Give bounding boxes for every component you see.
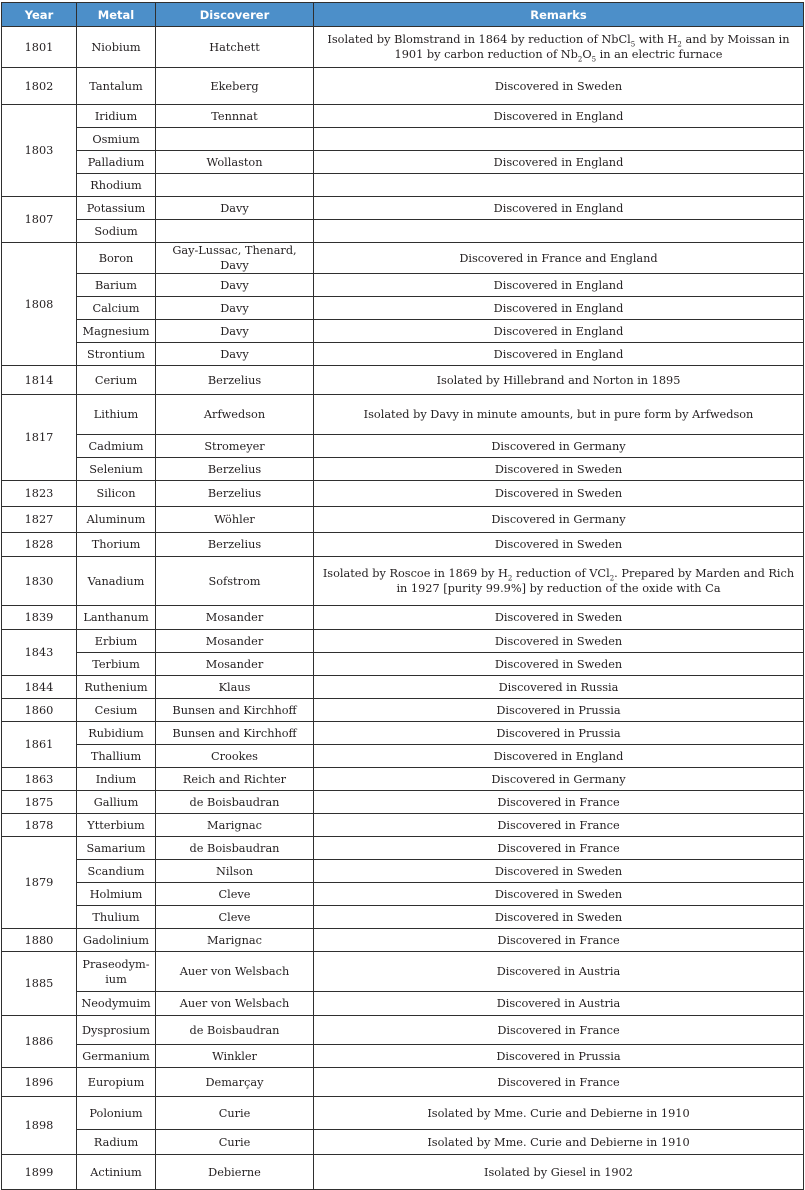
cell-metal: Samarium xyxy=(77,837,156,860)
cell-metal: Ytterbium xyxy=(77,814,156,837)
cell-metal: Rubidium xyxy=(77,722,156,745)
cell-metal: Iridium xyxy=(77,105,156,128)
cell-metal: Barium xyxy=(77,274,156,297)
cell-metal: Selenium xyxy=(77,458,156,481)
metal-discovery-table-container xyxy=(1,2,804,1190)
cell-metal: Magnesium xyxy=(77,320,156,343)
cell-year: 1880 xyxy=(2,929,77,952)
cell-remarks: Discovered in Prussia xyxy=(314,1045,804,1068)
cell-year: 1808 xyxy=(2,243,77,366)
cell-discoverer: Berzelius xyxy=(156,366,314,395)
cell-metal: Terbium xyxy=(77,653,156,676)
cell-discoverer: Davy xyxy=(156,343,314,366)
cell-remarks: Discovered in Austria xyxy=(314,952,804,992)
cell-remarks: Discovered in Austria xyxy=(314,992,804,1016)
cell-discoverer: Crookes xyxy=(156,745,314,768)
cell-discoverer: Demarçay xyxy=(156,1068,314,1097)
cell-discoverer: Sofstrom xyxy=(156,557,314,606)
table-row xyxy=(2,992,804,1016)
cell-discoverer: Hatchett xyxy=(156,27,314,68)
table-row xyxy=(2,320,804,343)
cell-metal: Silicon xyxy=(77,481,156,507)
table-row xyxy=(2,929,804,952)
table-row xyxy=(2,220,804,243)
cell-year: 1843 xyxy=(2,630,77,676)
cell-year: 1803 xyxy=(2,105,77,197)
cell-discoverer: Marignac xyxy=(156,929,314,952)
cell-discoverer: Tennnat xyxy=(156,105,314,128)
cell-remarks: Isolated by Hillebrand and Norton in 1895 xyxy=(314,366,804,395)
cell-remarks: Discovered in Sweden xyxy=(314,906,804,929)
table-row xyxy=(2,699,804,722)
table-row xyxy=(2,243,804,274)
table-row xyxy=(2,557,804,606)
cell-remarks: Discovered in Germany xyxy=(314,768,804,791)
table-row xyxy=(2,197,804,220)
cell-year: 1839 xyxy=(2,606,77,630)
table-row xyxy=(2,274,804,297)
cell-metal: Palladium xyxy=(77,151,156,174)
cell-year: 1885 xyxy=(2,952,77,1016)
cell-metal: Lithium xyxy=(77,395,156,435)
cell-remarks xyxy=(314,128,804,151)
table-row xyxy=(2,676,804,699)
cell-discoverer: Mosander xyxy=(156,606,314,630)
table-row xyxy=(2,1045,804,1068)
cell-year: 1863 xyxy=(2,768,77,791)
cell-remarks: Isolated by Mme. Curie and Debierne in 1910 xyxy=(314,1130,804,1155)
table-row xyxy=(2,952,804,992)
cell-metal: Dysprosium xyxy=(77,1016,156,1045)
table-row xyxy=(2,1155,804,1190)
cell-remarks xyxy=(314,174,804,197)
cell-metal: Polonium xyxy=(77,1097,156,1130)
cell-remarks: Discovered in France xyxy=(314,1016,804,1045)
cell-discoverer xyxy=(156,174,314,197)
cell-year: 1896 xyxy=(2,1068,77,1097)
cell-year: 1844 xyxy=(2,676,77,699)
cell-remarks: Discovered in Prussia xyxy=(314,722,804,745)
table-row xyxy=(2,151,804,174)
table-row xyxy=(2,1130,804,1155)
cell-discoverer: Davy xyxy=(156,297,314,320)
cell-year: 1875 xyxy=(2,791,77,814)
cell-remarks: Discovered in England xyxy=(314,197,804,220)
cell-remarks: Discovered in England xyxy=(314,274,804,297)
table-row xyxy=(2,27,804,68)
table-row xyxy=(2,722,804,745)
cell-discoverer: Davy xyxy=(156,274,314,297)
table-row xyxy=(2,395,804,435)
cell-remarks: Discovered in France and England xyxy=(314,243,804,274)
cell-discoverer: Curie xyxy=(156,1130,314,1155)
table-body xyxy=(2,27,804,1190)
cell-metal: Aluminum xyxy=(77,507,156,533)
table-row xyxy=(2,745,804,768)
cell-metal: Thallium xyxy=(77,745,156,768)
cell-discoverer: Cleve xyxy=(156,906,314,929)
cell-year: 1814 xyxy=(2,366,77,395)
cell-metal: Osmium xyxy=(77,128,156,151)
cell-discoverer: Klaus xyxy=(156,676,314,699)
cell-year: 1802 xyxy=(2,68,77,105)
cell-metal: Rhodium xyxy=(77,174,156,197)
table-row xyxy=(2,1068,804,1097)
table-row xyxy=(2,174,804,197)
table-row xyxy=(2,105,804,128)
table-row xyxy=(2,837,804,860)
cell-discoverer: Reich and Richter xyxy=(156,768,314,791)
cell-remarks: Discovered in France xyxy=(314,929,804,952)
cell-remarks: Discovered in Germany xyxy=(314,507,804,533)
cell-remarks: Discovered in France xyxy=(314,1068,804,1097)
cell-metal: Holmium xyxy=(77,883,156,906)
cell-year: 1827 xyxy=(2,507,77,533)
cell-remarks: Discovered in England xyxy=(314,320,804,343)
cell-remarks: Isolated by Blomstrand in 1864 by reduction of NbCl$_5$ with $H_2$ and by Moissan in 1901 by carbon reduction of $Nb_2O_5$ in an electric furnace xyxy=(314,27,804,68)
cell-metal: Gallium xyxy=(77,791,156,814)
cell-discoverer xyxy=(156,220,314,243)
cell-discoverer: Berzelius xyxy=(156,481,314,507)
cell-discoverer: Marignac xyxy=(156,814,314,837)
cell-remarks xyxy=(314,220,804,243)
table-row xyxy=(2,533,804,557)
table-row xyxy=(2,814,804,837)
cell-year: 1807 xyxy=(2,197,77,243)
cell-metal: Calcium xyxy=(77,297,156,320)
cell-year: 1899 xyxy=(2,1155,77,1190)
table-row xyxy=(2,343,804,366)
cell-metal: Erbium xyxy=(77,630,156,653)
cell-metal: Cerium xyxy=(77,366,156,395)
header-remarks[interactable]: Remarks xyxy=(314,3,804,27)
cell-metal: Niobium xyxy=(77,27,156,68)
cell-discoverer: Auer von Welsbach xyxy=(156,952,314,992)
cell-remarks: Isolated by Giesel in 1902 xyxy=(314,1155,804,1190)
cell-remarks: Discovered in Sweden xyxy=(314,630,804,653)
cell-remarks: Discovered in Sweden xyxy=(314,481,804,507)
header-year[interactable]: Year xyxy=(2,3,77,27)
cell-discoverer: Wollaston xyxy=(156,151,314,174)
cell-discoverer: Curie xyxy=(156,1097,314,1130)
cell-remarks: Discovered in Russia xyxy=(314,676,804,699)
table-row xyxy=(2,366,804,395)
cell-year: 1879 xyxy=(2,837,77,929)
table-row xyxy=(2,297,804,320)
cell-remarks: Discovered in Sweden xyxy=(314,606,804,630)
cell-metal: Vanadium xyxy=(77,557,156,606)
cell-metal: Boron xyxy=(77,243,156,274)
cell-metal: Ruthenium xyxy=(77,676,156,699)
cell-remarks: Isolated by Davy in minute amounts, but in pure form by Arfwedson xyxy=(314,395,804,435)
cell-remarks: Discovered in Sweden xyxy=(314,860,804,883)
cell-discoverer: Davy xyxy=(156,320,314,343)
cell-discoverer: Winkler xyxy=(156,1045,314,1068)
cell-discoverer: Mosander xyxy=(156,653,314,676)
cell-metal: Actinium xyxy=(77,1155,156,1190)
cell-discoverer: Stromeyer xyxy=(156,435,314,458)
cell-discoverer: Gay-Lussac, Thenard, Davy xyxy=(156,243,314,274)
cell-remarks: Discovered in Germany xyxy=(314,435,804,458)
cell-discoverer: Arfwedson xyxy=(156,395,314,435)
cell-discoverer: Mosander xyxy=(156,630,314,653)
cell-year: 1861 xyxy=(2,722,77,768)
cell-discoverer: Wöhler xyxy=(156,507,314,533)
table-row xyxy=(2,481,804,507)
cell-remarks: Isolated by Roscoe in 1869 by $H_2$ reduction of VCl$_2$. Prepared by Marden and Rich in 1927 [purity 99.9%] by reduction of the oxide with Ca xyxy=(314,557,804,606)
table-row xyxy=(2,860,804,883)
cell-metal: Tantalum xyxy=(77,68,156,105)
table-row xyxy=(2,653,804,676)
cell-remarks: Discovered in Sweden xyxy=(314,653,804,676)
cell-year: 1886 xyxy=(2,1016,77,1068)
cell-year: 1878 xyxy=(2,814,77,837)
cell-metal: Radium xyxy=(77,1130,156,1155)
cell-metal: Indium xyxy=(77,768,156,791)
cell-remarks: Discovered in England xyxy=(314,343,804,366)
cell-year: 1801 xyxy=(2,27,77,68)
cell-discoverer: Cleve xyxy=(156,883,314,906)
table-row xyxy=(2,435,804,458)
cell-discoverer: de Boisbaudran xyxy=(156,837,314,860)
table-row xyxy=(2,68,804,105)
header-discoverer[interactable]: Discoverer xyxy=(156,3,314,27)
cell-remarks: Discovered in England xyxy=(314,297,804,320)
cell-metal: Cadmium xyxy=(77,435,156,458)
cell-remarks: Discovered in England xyxy=(314,105,804,128)
metal-discovery-table xyxy=(1,2,804,1190)
cell-remarks: Discovered in Sweden xyxy=(314,458,804,481)
header-metal[interactable]: Metal xyxy=(77,3,156,27)
cell-discoverer: Ekeberg xyxy=(156,68,314,105)
cell-metal: Praseodym-ium xyxy=(77,952,156,992)
cell-remarks: Discovered in England xyxy=(314,151,804,174)
table-row xyxy=(2,128,804,151)
table-row xyxy=(2,883,804,906)
cell-metal: Potassium xyxy=(77,197,156,220)
cell-discoverer xyxy=(156,128,314,151)
cell-metal: Gadolinium xyxy=(77,929,156,952)
table-header xyxy=(2,3,804,27)
cell-year: 1817 xyxy=(2,395,77,481)
cell-discoverer: Bunsen and Kirchhoff xyxy=(156,722,314,745)
cell-metal: Thorium xyxy=(77,533,156,557)
cell-metal: Europium xyxy=(77,1068,156,1097)
table-row xyxy=(2,630,804,653)
cell-metal: Lanthanum xyxy=(77,606,156,630)
table-row xyxy=(2,507,804,533)
cell-discoverer: de Boisbaudran xyxy=(156,791,314,814)
cell-metal: Thulium xyxy=(77,906,156,929)
cell-remarks: Discovered in Sweden xyxy=(314,68,804,105)
table-row xyxy=(2,768,804,791)
table-row xyxy=(2,1097,804,1130)
cell-discoverer: de Boisbaudran xyxy=(156,1016,314,1045)
cell-metal: Strontium xyxy=(77,343,156,366)
cell-metal: Germanium xyxy=(77,1045,156,1068)
cell-discoverer: Debierne xyxy=(156,1155,314,1190)
cell-discoverer: Auer von Welsbach xyxy=(156,992,314,1016)
cell-remarks: Discovered in Sweden xyxy=(314,883,804,906)
cell-metal: Cesium xyxy=(77,699,156,722)
cell-remarks: Isolated by Mme. Curie and Debierne in 1910 xyxy=(314,1097,804,1130)
table-row xyxy=(2,1016,804,1045)
table-row xyxy=(2,791,804,814)
cell-discoverer: Davy xyxy=(156,197,314,220)
cell-discoverer: Bunsen and Kirchhoff xyxy=(156,699,314,722)
cell-metal: Neodymuim xyxy=(77,992,156,1016)
cell-year: 1823 xyxy=(2,481,77,507)
cell-year: 1860 xyxy=(2,699,77,722)
cell-discoverer: Berzelius xyxy=(156,533,314,557)
cell-remarks: Discovered in France xyxy=(314,837,804,860)
cell-remarks: Discovered in England xyxy=(314,745,804,768)
cell-remarks: Discovered in France xyxy=(314,791,804,814)
cell-remarks: Discovered in Prussia xyxy=(314,699,804,722)
cell-metal: Sodium xyxy=(77,220,156,243)
cell-discoverer: Berzelius xyxy=(156,458,314,481)
cell-year: 1830 xyxy=(2,557,77,606)
cell-year: 1828 xyxy=(2,533,77,557)
table-row xyxy=(2,906,804,929)
table-row xyxy=(2,458,804,481)
cell-remarks: Discovered in France xyxy=(314,814,804,837)
header-row xyxy=(2,3,804,27)
cell-year: 1898 xyxy=(2,1097,77,1155)
cell-remarks: Discovered in Sweden xyxy=(314,533,804,557)
table-row xyxy=(2,606,804,630)
cell-discoverer: Nilson xyxy=(156,860,314,883)
cell-metal: Scandium xyxy=(77,860,156,883)
